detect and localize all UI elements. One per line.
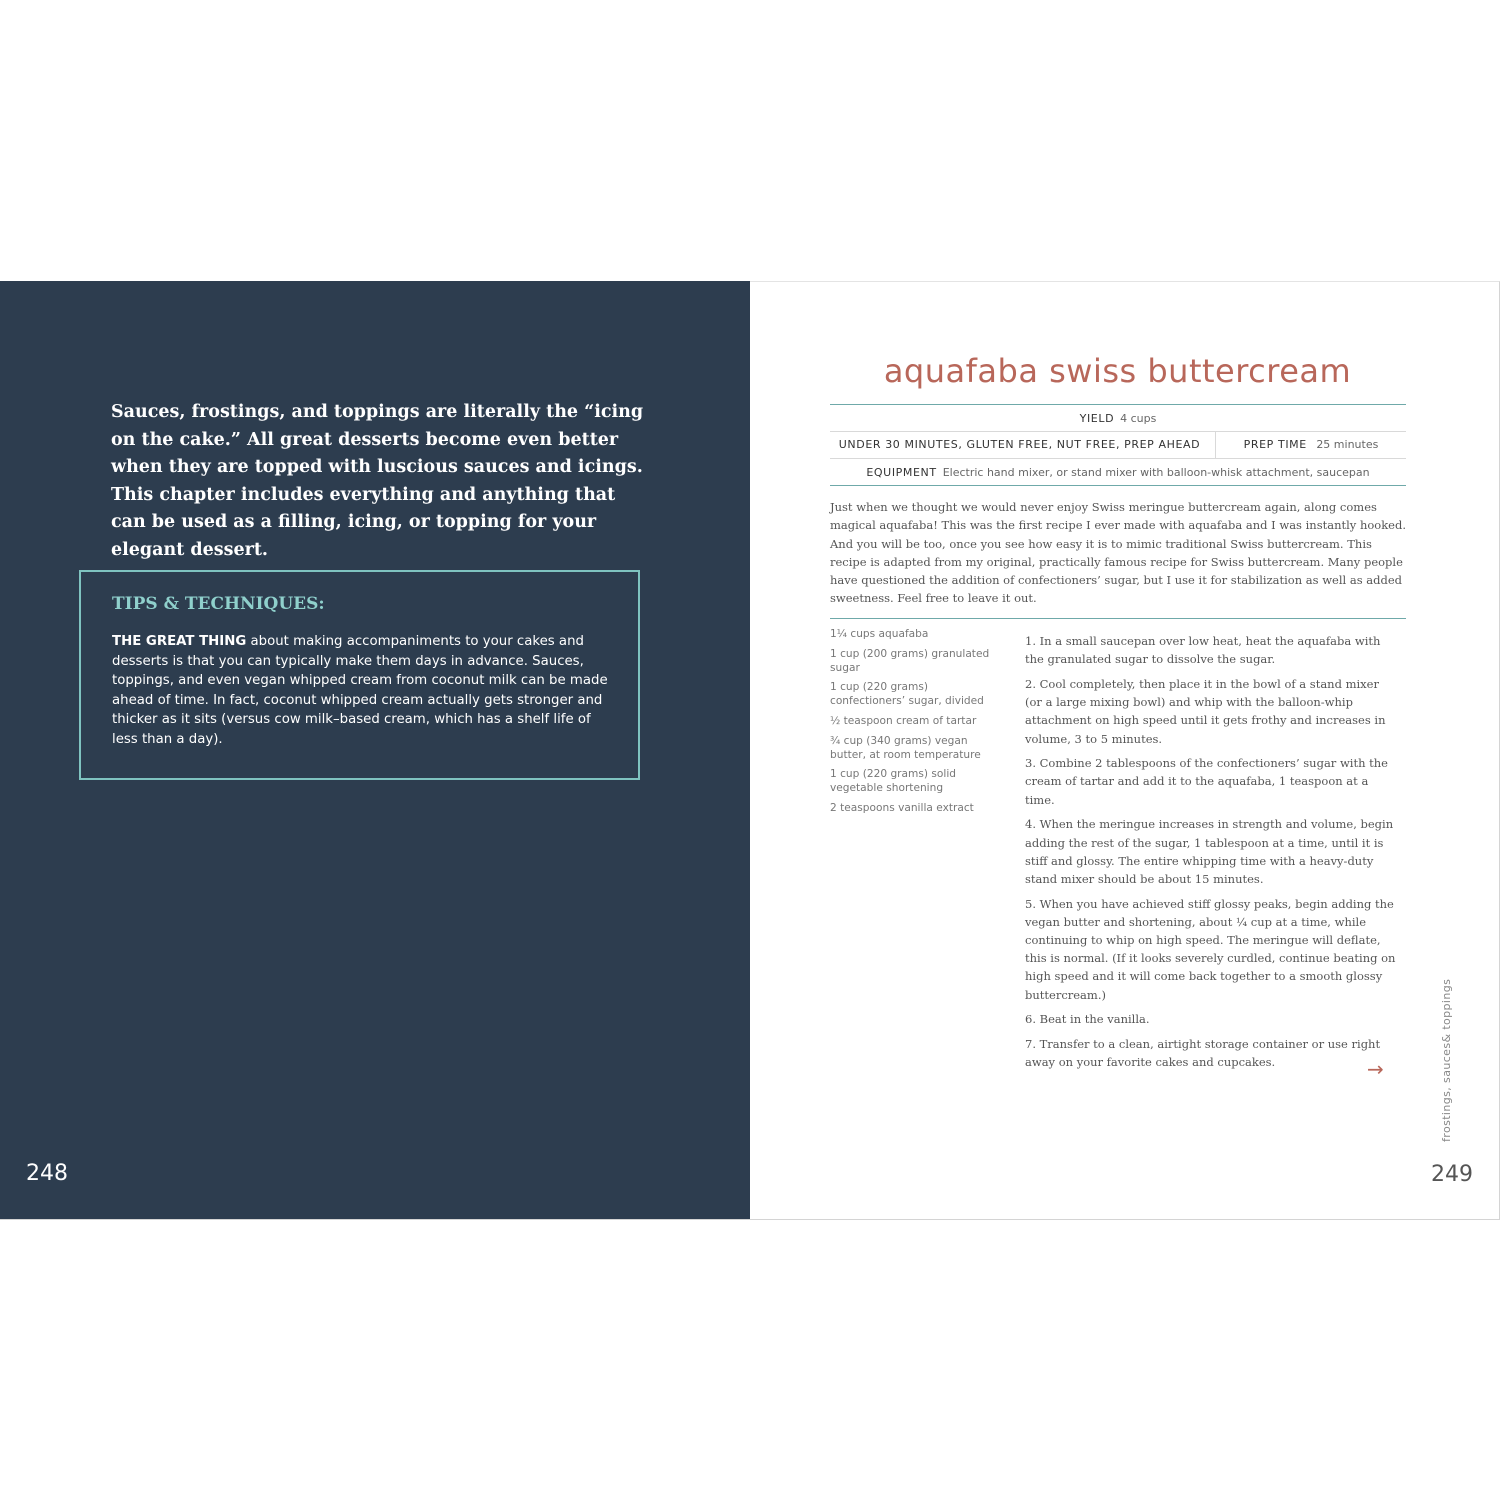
method-step: 7. Transfer to a clean, airtight storage container or use right away on your favorite cakes and cupcakes.: [1025, 1037, 1381, 1070]
yield-row: [830, 405, 1406, 432]
tags-row: [830, 432, 1406, 459]
right-page: [750, 281, 1500, 1219]
method-step: 5. When you have achieved stiff glossy peaks, begin adding the vegan butter and shortening, about ¼ cup at a time, while continuing to whip on high speed. The meringue will deflate, this is normal. (If it looks severely curdled, continue beating on high speed and it will come back together to a smooth glossy buttercream.): [1025, 896, 1396, 1002]
ingredient-item: ½ teaspoon cream of tartar: [830, 714, 977, 727]
prep-time-label: PREP TIME: [1243, 438, 1307, 451]
page-number-left: 248: [26, 1161, 68, 1186]
recipe-title: aquafaba swiss buttercream: [883, 352, 1352, 390]
tips-body: [112, 632, 612, 750]
ingredient-list: [830, 628, 1000, 822]
arrow-right-icon: →: [1367, 1057, 1384, 1081]
ingredient-item: 1 cup (200 grams) granulated sugar: [830, 647, 990, 674]
chapter-side-label: frostings, sauces& toppings: [1440, 978, 1453, 1142]
yield-label: YIELD: [1079, 411, 1115, 425]
method-step: 6. Beat in the vanilla.: [1025, 1012, 1150, 1027]
tips-title: TIPS & TECHNIQUES:: [112, 594, 325, 614]
method-step: 4. When the meringue increases in strength and volume, begin adding the rest of the sugar, 1 tablespoon at a time, until it is stiff and glossy. The entire whipping time with a heavy-duty stand mixer should be about 15 minutes.: [1025, 817, 1394, 886]
tips-text: about making accompaniments to your cakes and desserts is that you can typically make them days in advance. Sauces, toppings, and even vegan whipped cream from coconut milk can be made ahead of time. In fact, coconut whipped cream actually gets stronger and thicker as it sits (versus cow milk–based cream, which has a shelf life of less than a day).: [112, 634, 608, 747]
chapter-intro: Sauces, frostings, and toppings are literally the “icing on the cake.” All great desserts become even better when they are topped with luscious sauces and icings. This chapter includes everything and anything that can be used as a filling, icing, or topping for your elegant dessert.: [111, 402, 644, 560]
page-number-right: 249: [1431, 1162, 1473, 1187]
method-steps: [1025, 632, 1397, 1078]
recipe-tags-text: UNDER 30 MINUTES, GLUTEN FREE, NUT FREE, PREP AHEAD: [838, 438, 1201, 451]
method-step: 1. In a small saucepan over low heat, heat the aquafaba with the granulated sugar to dissolve the sugar.: [1025, 634, 1381, 667]
equipment-value: Electric hand mixer, or stand mixer with balloon-whisk attachment, saucepan: [942, 465, 1370, 479]
ingredient-item: 1 cup (220 grams) confectioners’ sugar, divided: [830, 681, 984, 708]
book-spread: [0, 281, 1500, 1220]
ingredient-item: 2 teaspoons vanilla extract: [830, 801, 974, 814]
section-divider: [830, 618, 1406, 619]
prep-time: [1216, 432, 1406, 458]
prep-time-value: 25 minutes: [1316, 438, 1379, 451]
ingredient-item: 1 cup (220 grams) solid vegetable shortening: [830, 768, 956, 795]
ingredient-item: 1¼ cups aquafaba: [830, 628, 929, 640]
tips-lead: THE GREAT THING: [112, 634, 247, 649]
equipment-row: [830, 459, 1406, 485]
left-page: [0, 281, 750, 1219]
method-step: 3. Combine 2 tablespoons of the confectioners’ sugar with the cream of tartar and add it to the aquafaba, 1 teaspoon at a time.: [1025, 756, 1388, 807]
recipe-headnote: Just when we thought we would never enjoy Swiss meringue buttercream again, along comes magical aquafaba! This was the first recipe I ever made with aquafaba and I was instantly hooked. And you will be too, once you see how easy it is to mimic traditional Swiss buttercream. This recipe is adapted from my original, practically famous recipe for Swiss buttercream. Many people have questioned the addition of confectioners’ sugar, but I use it for stabilization as well as added sweetness. Feel free to leave it out.: [830, 500, 1406, 606]
method-step: 2. Cool completely, then place it in the bowl of a stand mixer (or a large mixing bowl) and whip with the balloon-whip attachment on high speed until it gets frothy and increases in volume, 3 to 5 minutes.: [1025, 676, 1386, 746]
tips-box: [79, 570, 640, 780]
recipe-info-table: [830, 404, 1406, 486]
yield-value: 4 cups: [1120, 411, 1157, 425]
ingredient-item: ¾ cup (340 grams) vegan butter, at room temperature: [830, 734, 981, 761]
recipe-tags: [830, 432, 1216, 458]
equipment-label: EQUIPMENT: [866, 465, 937, 479]
